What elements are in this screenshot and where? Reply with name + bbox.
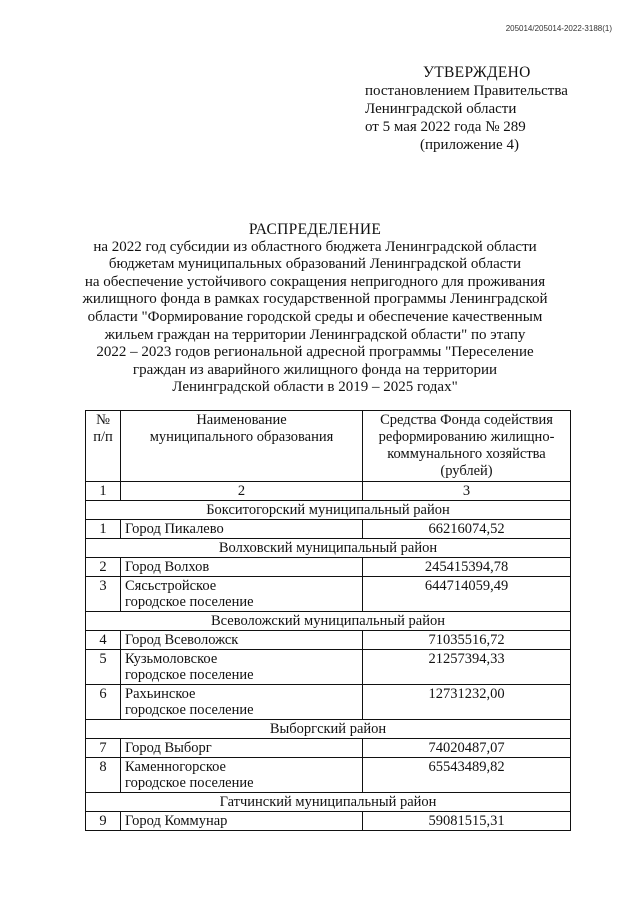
row-number: 9 xyxy=(86,812,121,831)
header-text: (рублей) xyxy=(440,463,493,479)
municipality-name xyxy=(121,520,363,539)
subsidy-amount: 74020487,07 xyxy=(363,739,571,758)
district-name: Волховский муниципальный район xyxy=(86,539,571,558)
table-row xyxy=(86,558,571,577)
municipality-name-line: Кузьмоловское xyxy=(125,651,218,667)
header-text: муниципального образования xyxy=(149,429,334,445)
district-row xyxy=(86,612,571,631)
district-name: Бокситогорский муниципальный район xyxy=(86,501,571,520)
municipality-name-line: Сясьстройское xyxy=(125,578,217,594)
municipality-name xyxy=(121,739,363,758)
table-row xyxy=(86,739,571,758)
municipality-name xyxy=(121,758,363,793)
document-heading xyxy=(80,221,550,397)
column-number: 2 xyxy=(121,482,363,501)
district-row xyxy=(86,720,571,739)
appendix-note: (приложение 4) xyxy=(420,137,519,153)
column-number-row xyxy=(86,482,571,501)
heading-line: бюджетам муниципальных образований Ленинградской области xyxy=(108,256,522,273)
municipality-name-line: Город Выборг xyxy=(125,740,212,756)
table-header-row xyxy=(86,411,571,482)
table-row xyxy=(86,631,571,650)
row-number: 6 xyxy=(86,685,121,720)
heading-line: 2022 – 2023 годов региональной адресной программы "Переселение xyxy=(96,344,534,361)
subsidy-amount: 71035516,72 xyxy=(363,631,571,650)
heading-line: жилищного фонда в рамках государственной программы Ленинградской xyxy=(82,291,548,308)
header-text: № xyxy=(96,412,110,428)
district-row xyxy=(86,793,571,812)
municipality-name-line: городское поселение xyxy=(125,702,254,718)
district-row xyxy=(86,501,571,520)
row-number: 4 xyxy=(86,631,121,650)
subsidy-amount: 12731232,00 xyxy=(363,685,571,720)
header-text: Средства Фонда содействия xyxy=(380,412,553,428)
header-text: реформированию жилищно- xyxy=(378,429,555,445)
table-row xyxy=(86,685,571,720)
column-number: 1 xyxy=(86,482,121,501)
heading-line: области "Формирование городской среды и обеспечение качественным xyxy=(87,308,543,325)
municipality-name-line: городское поселение xyxy=(125,594,254,610)
heading-line: жильем граждан на территории Ленинградской области" по этапу xyxy=(104,326,526,343)
approval-line: от 5 мая 2022 года № 289 xyxy=(365,119,526,135)
row-number: 8 xyxy=(86,758,121,793)
row-number: 1 xyxy=(86,520,121,539)
distribution-table xyxy=(85,410,571,831)
header-text: коммунального хозяйства xyxy=(387,446,546,462)
row-number: 5 xyxy=(86,650,121,685)
subsidy-amount: 245415394,78 xyxy=(363,558,571,577)
table-row xyxy=(86,758,571,793)
municipality-name-line: Город Всеволожск xyxy=(125,632,239,648)
heading-line: граждан из аварийного жилищного фонда на территории xyxy=(132,361,498,378)
document-id: 205014/205014-2022-3188(1) xyxy=(505,24,612,33)
row-number: 3 xyxy=(86,577,121,612)
subsidy-amount: 66216074,52 xyxy=(363,520,571,539)
municipality-name-line: городское поселение xyxy=(125,775,254,791)
table-row xyxy=(86,520,571,539)
subsidy-amount: 21257394,33 xyxy=(363,650,571,685)
municipality-name xyxy=(121,650,363,685)
municipality-name xyxy=(121,558,363,577)
heading-line: на обеспечение устойчивого сокращения непригодного для проживания xyxy=(84,273,546,290)
approval-stamp xyxy=(365,64,615,154)
municipality-name xyxy=(121,631,363,650)
approved-title: УТВЕРЖДЕНО xyxy=(423,64,531,81)
municipality-name xyxy=(121,685,363,720)
heading-line: Ленинградской области в 2019 – 2025 годах" xyxy=(172,379,458,396)
row-number: 2 xyxy=(86,558,121,577)
municipality-name-line: городское поселение xyxy=(125,667,254,683)
municipality-name-line: Город Коммунар xyxy=(125,813,228,829)
district-name: Всеволожский муниципальный район xyxy=(86,612,571,631)
header-municipality xyxy=(121,411,363,482)
municipality-name-line: Рахьинское xyxy=(125,686,196,702)
table-row xyxy=(86,577,571,612)
header-number xyxy=(86,411,121,482)
municipality-name-line: Каменногорское xyxy=(125,759,226,775)
subsidy-amount: 644714059,49 xyxy=(363,577,571,612)
column-number: 3 xyxy=(363,482,571,501)
header-text: Наименование xyxy=(196,412,287,428)
table-row xyxy=(86,812,571,831)
heading-text xyxy=(80,239,550,397)
district-row xyxy=(86,539,571,558)
subsidy-amount: 65543489,82 xyxy=(363,758,571,793)
district-name: Гатчинский муниципальный район xyxy=(86,793,571,812)
municipality-name xyxy=(121,577,363,612)
header-text: п/п xyxy=(93,429,113,445)
heading-line: на 2022 год субсидии из областного бюджета Ленинградской области xyxy=(93,238,537,255)
district-name: Выборгский район xyxy=(86,720,571,739)
row-number: 7 xyxy=(86,739,121,758)
approval-line: Ленинградской области xyxy=(365,101,517,117)
approval-line: постановлением Правительства xyxy=(365,83,568,99)
document-title: РАСПРЕДЕЛЕНИЕ xyxy=(248,221,382,238)
header-amount xyxy=(363,411,571,482)
subsidy-amount: 59081515,31 xyxy=(363,812,571,831)
municipality-name-line: Город Пикалево xyxy=(125,521,224,537)
table-row xyxy=(86,650,571,685)
municipality-name-line: Город Волхов xyxy=(125,559,210,575)
municipality-name xyxy=(121,812,363,831)
